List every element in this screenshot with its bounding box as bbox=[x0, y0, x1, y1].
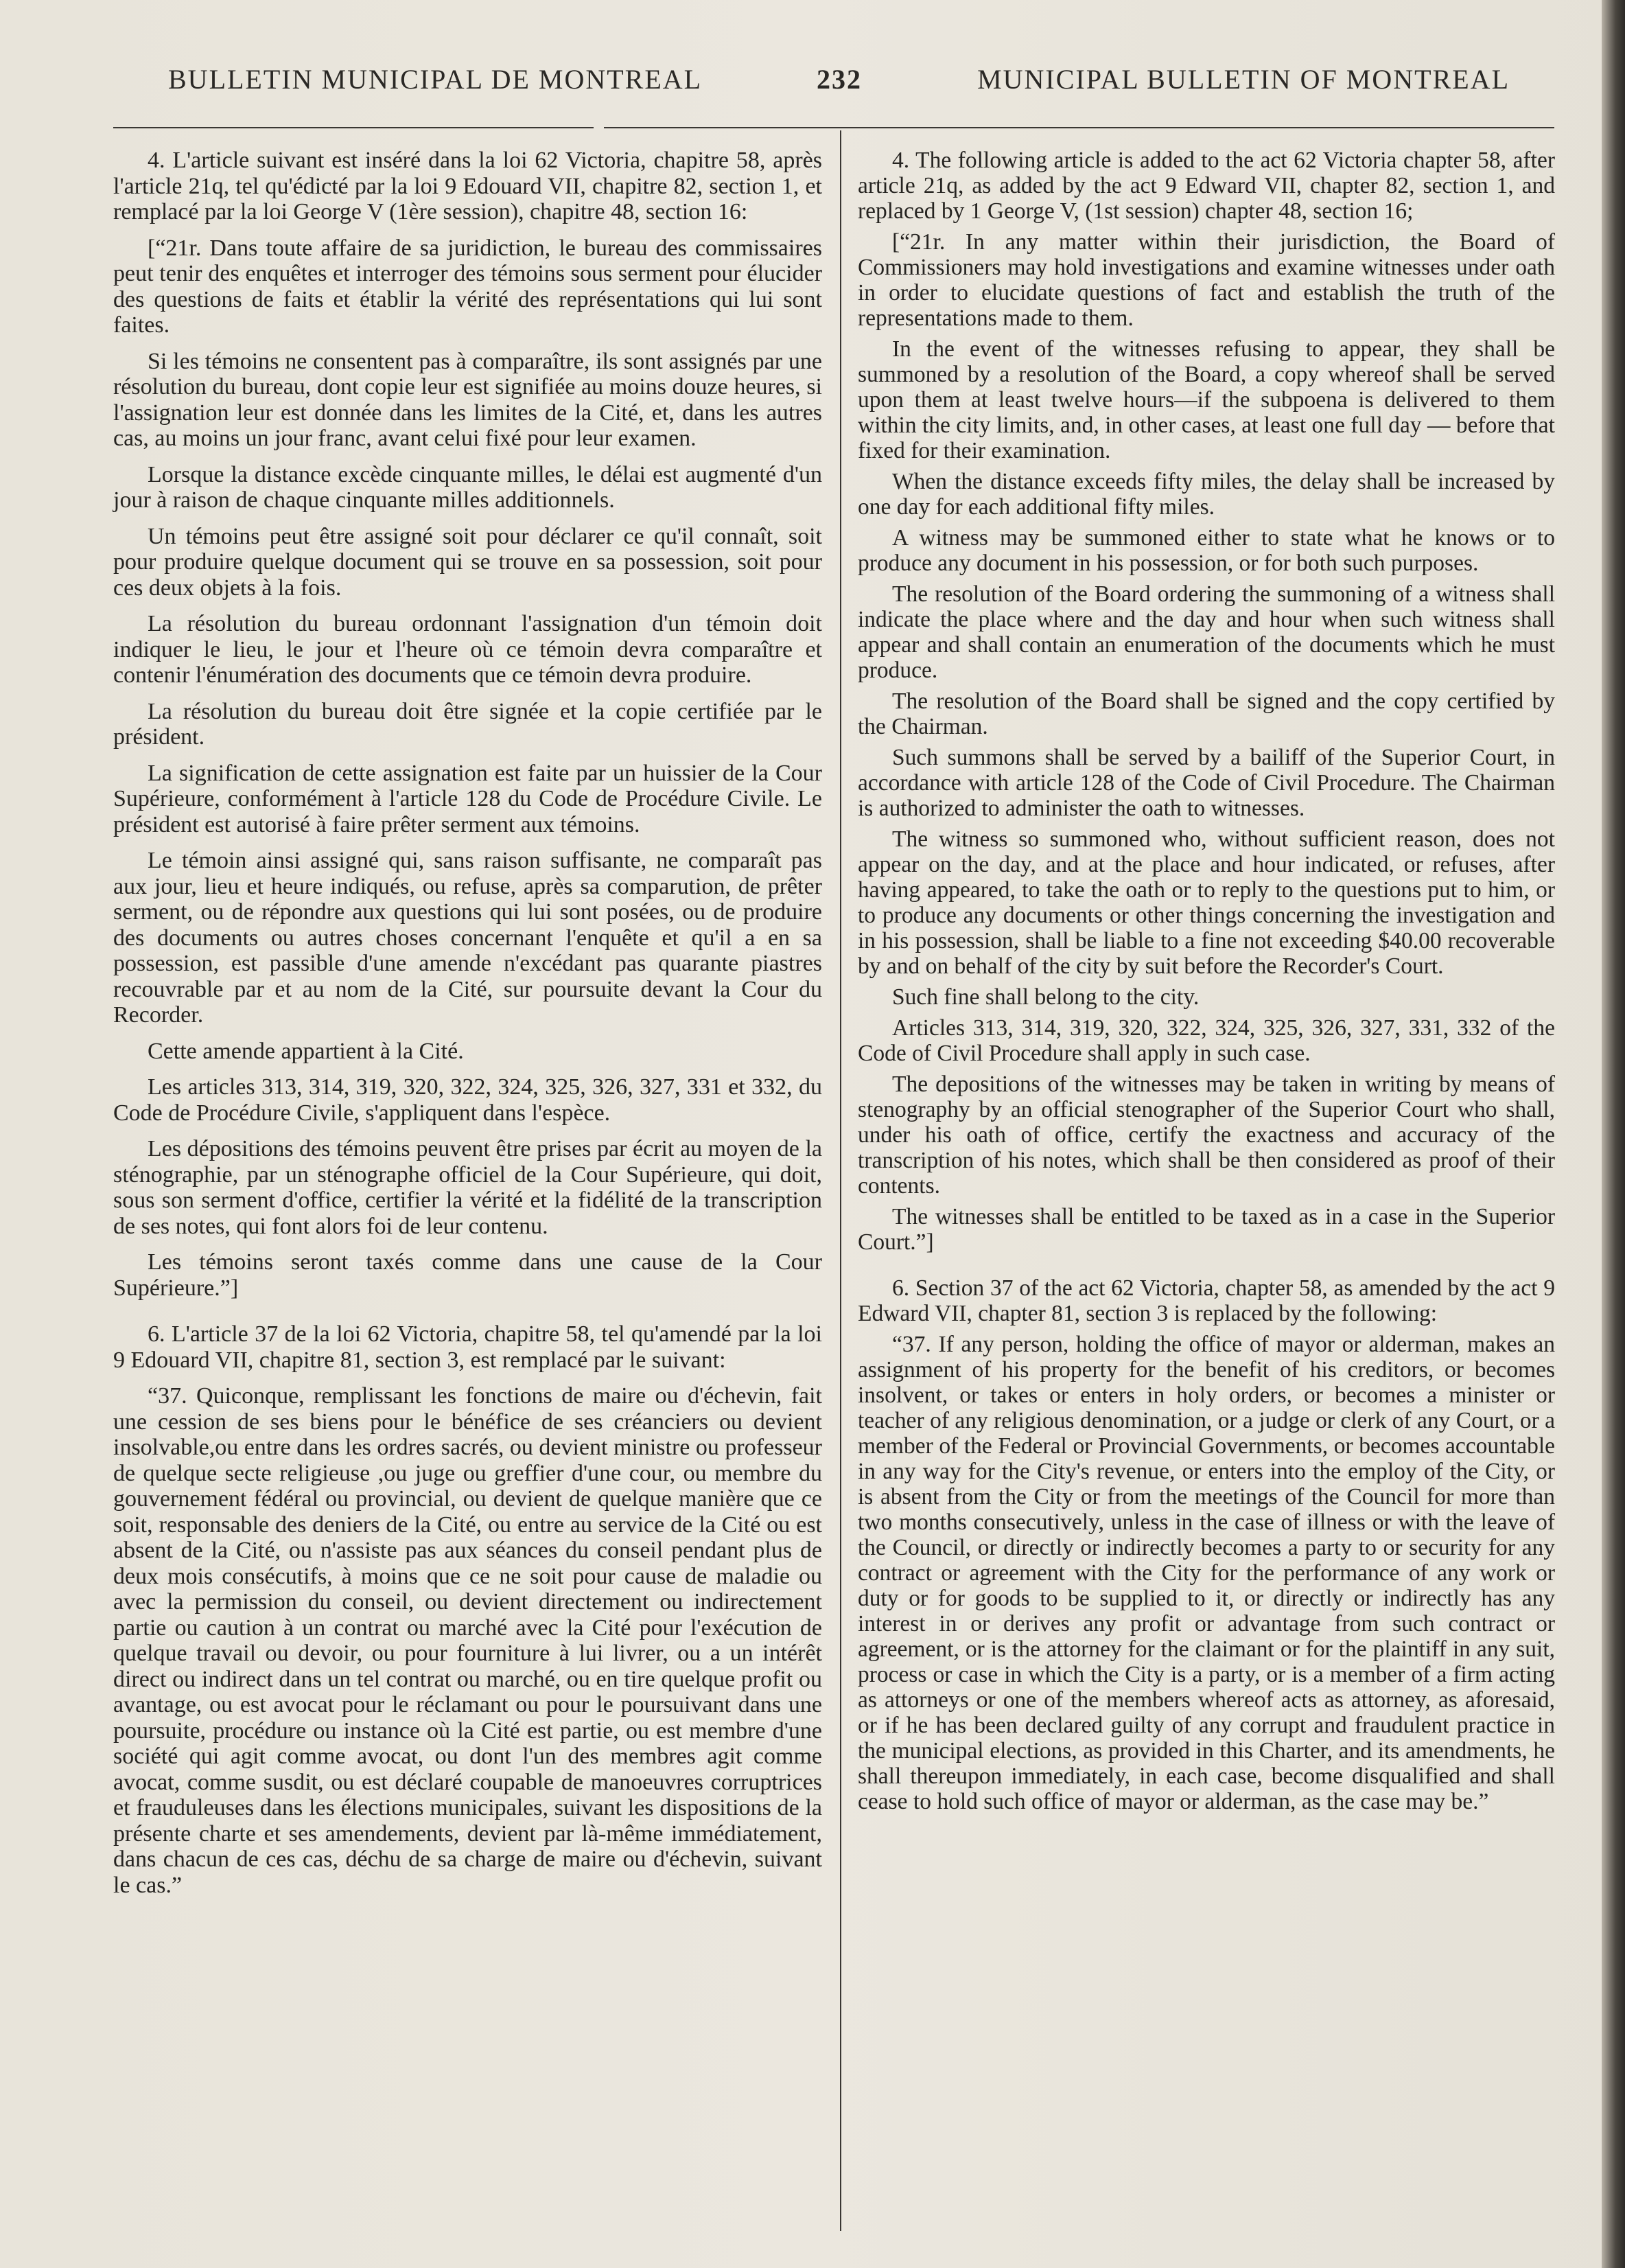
en-paragraph: [“21r. In any matter within their jurisdiction, the Board of Commissioners may hold investigations and examine witnesses under oath in order to elucidate questions of fact and establish the truth of the representations made to them. bbox=[858, 229, 1555, 331]
en-paragraph: The witness so summoned who, without sufficient reason, does not appear on the day, and at the place and hour indicated, or refuses, after having appeared, to take the oath or to reply to the questions put to him, or to produce any documents or other things concerning the investigation and in his possession, shall be liable to a fine not exceeding $40.00 recoverable by and on behalf of the city by suit before the Recorder's Court. bbox=[858, 826, 1555, 979]
fr-paragraph: La signification de cette assignation est faite par un huissier de la Cour Supérieure, conformément à l'article 128 du Code de Procédure Civile. Le président est autorisé à faire prêter serment aux témoins. bbox=[113, 760, 822, 837]
en-paragraph: The depositions of the witnesses may be taken in writing by means of stenography by an official stenographer of the Superior Court who shall, under his oath of office, certify the exactness and accuracy of the transcription of his notes, which shall be then considered as proof of their contents. bbox=[858, 1072, 1555, 1199]
english-column bbox=[858, 148, 1555, 1820]
en-paragraph: 4. The following article is added to the act 62 Victoria chapter 58, after article 21q, as added by the act 9 Edward VII, chapter 82, section 1, and replaced by 1 George V, (1st session) chapter 48, section 16; bbox=[858, 148, 1555, 224]
running-header bbox=[158, 63, 1530, 104]
en-paragraph: A witness may be summoned either to state what he knows or to produce any document in his possession, or for both such purposes. bbox=[858, 525, 1555, 576]
en-paragraph: “37. If any person, holding the office of mayor or alderman, makes an assignment of his property for the benefit of his creditors, or becomes insolvent, or takes or enters in holy orders, or becomes a minister or teacher of any religious denomination, or a judge or clerk of any Court, or a member of the Federal or Provincial Governments, or becomes accountable in any way for the City's revenue, or enters into the employ of the City, or is absent from the City or from the meetings of the Council for more than two months consecutively, unless in the case of illness or with the leave of the Council, or directly or indirectly becomes a party to or security for any contract or agreement with the City for the performance of any work or duty or for goods to be supplied to it, or directly or indirectly has any interest in or derives any profit or advantage from such contract or agreement, or is the attorney for the claimant or for the plaintiff in any suit, process or case in which the City is a party, or is a member of a firm acting as attorneys or one of the members whereof acts as attorney, as aforesaid, or if he has been declared guilty of any corrupt and fraudulent practice in the municipal elections, as provided in this Charter, and its amendments, he shall thereupon immediately, in each case, become disqualified and shall cease to hold such office of mayor or alderman, as the case may be.” bbox=[858, 1332, 1555, 1814]
header-divider-left bbox=[113, 127, 594, 128]
header-title-french: BULLETIN MUNICIPAL DE MONTREAL bbox=[168, 64, 703, 95]
en-paragraph: In the event of the witnesses refusing to appear, they shall be summoned by a resolution of the Board, a copy whereof shall be served upon them at least twelve hours—if the subpoena is delivered to them within the city limits, and, in other cases, at least one full day — before that fixed for their examination. bbox=[858, 336, 1555, 463]
french-column bbox=[113, 148, 822, 1908]
column-divider bbox=[840, 130, 841, 2231]
fr-paragraph: Cette amende appartient à la Cité. bbox=[148, 1038, 464, 1064]
en-paragraph: When the distance exceeds fifty miles, the delay shall be increased by one day for each additional fifty miles. bbox=[858, 469, 1555, 520]
fr-paragraph: Les témoins seront taxés comme dans une cause de la Cour Supérieure.”] bbox=[113, 1249, 822, 1301]
fr-paragraph: Les dépositions des témoins peuvent être prises par écrit au moyen de la sténographie, par un sténographe officiel de la Cour Supérieure, qui doit, sous son serment d'office, certifier la vérité et la fidélité de la transcription de ses notes, qui font alors foi de leur contenu. bbox=[113, 1136, 822, 1239]
en-paragraph: Such fine shall belong to the city. bbox=[892, 984, 1200, 1010]
page-edge-shadow bbox=[1602, 0, 1625, 2268]
fr-paragraph: La résolution du bureau doit être signée et la copie certifiée par le président. bbox=[113, 698, 822, 750]
fr-paragraph: 6. L'article 37 de la loi 62 Victoria, chapitre 58, tel qu'amendé par la loi 9 Edouard VII, chapitre 81, section 3, est remplacé par le suivant: bbox=[113, 1321, 822, 1373]
fr-paragraph: Les articles 313, 314, 319, 320, 322, 324, 325, 326, 327, 331 et 332, du Code de Procédure Civile, s'appliquent dans l'espèce. bbox=[113, 1074, 822, 1126]
fr-paragraph: Si les témoins ne consentent pas à comparaître, ils sont assignés par une résolution du bureau, dont copie leur est signifiée au moins douze heures, si l'assignation leur est donnée dans les limites de la Cité, et, dans les autres cas, au moins un jour franc, avant celui fixé pour leur examen. bbox=[113, 348, 822, 451]
fr-paragraph: “37. Quiconque, remplissant les fonctions de maire ou d'échevin, fait une cession de ses biens pour le bénéfice de ses créanciers ou devient insolvable,ou entre dans les ordres sacrés, ou devient ministre ou professeur de quelque secte religieuse ,ou juge ou greffier d'une cour, ou membre du gouvernement fédéral ou provincial, ou devient de quelque manière que ce soit, responsable des deniers de la Cité, ou entre au service de la Cité ou est absent de la Cité, ou n'assiste pas aux séances du conseil pendant plus de deux mois consécutifs, à moins que ce ne soit pour cause de maladie ou avec la permission du conseil, ou devient directement ou indirectement partie ou caution à un contrat ou marché avec la Cité pour l'exécution de quelque travail ou devoir, ou pour fourniture à lui livrer, ou a un intérêt direct ou indirect dans un tel contrat ou marché, ou en tire quelque profit ou avantage, ou est avocat pour le réclamant ou pour le poursuivant dans une poursuite, procédure ou instance où la Cité est partie, ou est membre d'une société qui agit comme avocat, ou dont l'un des membres agit comme avocat, comme susdit, ou est déclaré coupable de manoeuvres corruptrices et frauduleuses dans les élections municipales, suivant les dispositions de la présente charte et ses amendements, devient par là-même immédiatement, dans chacun de ces cas, déchu de sa charge de maire ou d'échevin, suivant le cas.” bbox=[113, 1383, 822, 1898]
fr-paragraph: Le témoin ainsi assigné qui, sans raison suffisante, ne comparaît pas aux jour, lieu et heure indiqués, ou refuse, après sa comparution, de prêter serment, ou de répondre aux questions qui lui sont posées, ou de produire des documents ou autres choses concernant l'enquête et qu'il a en sa possession, est passible d'une amende n'excédant pas quarante piastres recouvrable par et au nom de la Cité, sur poursuite devant la Cour du Recorder. bbox=[113, 848, 822, 1028]
en-paragraph: Such summons shall be served by a bailiff of the Superior Court, in accordance with article 128 of the Code of Civil Procedure. The Chairman is authorized to administer the oath to witnesses. bbox=[858, 745, 1555, 821]
fr-paragraph: Lorsque la distance excède cinquante milles, le délai est augmenté d'un jour à raison de chaque cinquante milles additionnels. bbox=[113, 461, 822, 513]
fr-paragraph: Un témoins peut être assigné soit pour déclarer ce qu'il connaît, soit pour produire quelque document qui se trouve en sa possession, soit pour ces deux objets à la fois. bbox=[113, 523, 822, 601]
fr-paragraph: 4. L'article suivant est inséré dans la loi 62 Victoria, chapitre 58, après l'article 21q, tel qu'édicté par la loi 9 Edouard VII, chapitre 82, section 1, et remplacé par la loi George V (1ère session), chapitre 48, section 16: bbox=[113, 148, 822, 224]
header-title-english: MUNICIPAL BULLETIN OF MONTREAL bbox=[977, 64, 1510, 95]
en-paragraph: The resolution of the Board shall be signed and the copy certified by the Chairman. bbox=[858, 688, 1555, 739]
fr-paragraph: [“21r. Dans toute affaire de sa juridiction, le bureau des commissaires peut tenir des enquêtes et interroger des témoins sous serment pour élucider des questions de faits et établir la vérité des représentations qui lui sont faites. bbox=[113, 235, 822, 338]
en-paragraph: Articles 313, 314, 319, 320, 322, 324, 325, 326, 327, 331, 332 of the Code of Civil Procedure shall apply in such case. bbox=[858, 1015, 1555, 1066]
en-paragraph: The resolution of the Board ordering the summoning of a witness shall indicate the place where and the day and hour when such witness shall appear and shall contain an enumeration of the documents which he must produce. bbox=[858, 581, 1555, 683]
en-paragraph: 6. Section 37 of the act 62 Victoria, chapter 58, as amended by the act 9 Edward VII, chapter 81, section 3 is replaced by the following: bbox=[858, 1275, 1555, 1326]
page-number: 232 bbox=[817, 64, 862, 95]
en-paragraph: The witnesses shall be entitled to be taxed as in a case in the Superior Court.”] bbox=[858, 1204, 1555, 1255]
fr-paragraph: La résolution du bureau ordonnant l'assignation d'un témoin doit indiquer le lieu, le jour et l'heure où ce témoin devra comparaître et contenir l'énumération des documents que ce témoin devra produire. bbox=[113, 611, 822, 688]
header-divider-right bbox=[604, 127, 1554, 128]
